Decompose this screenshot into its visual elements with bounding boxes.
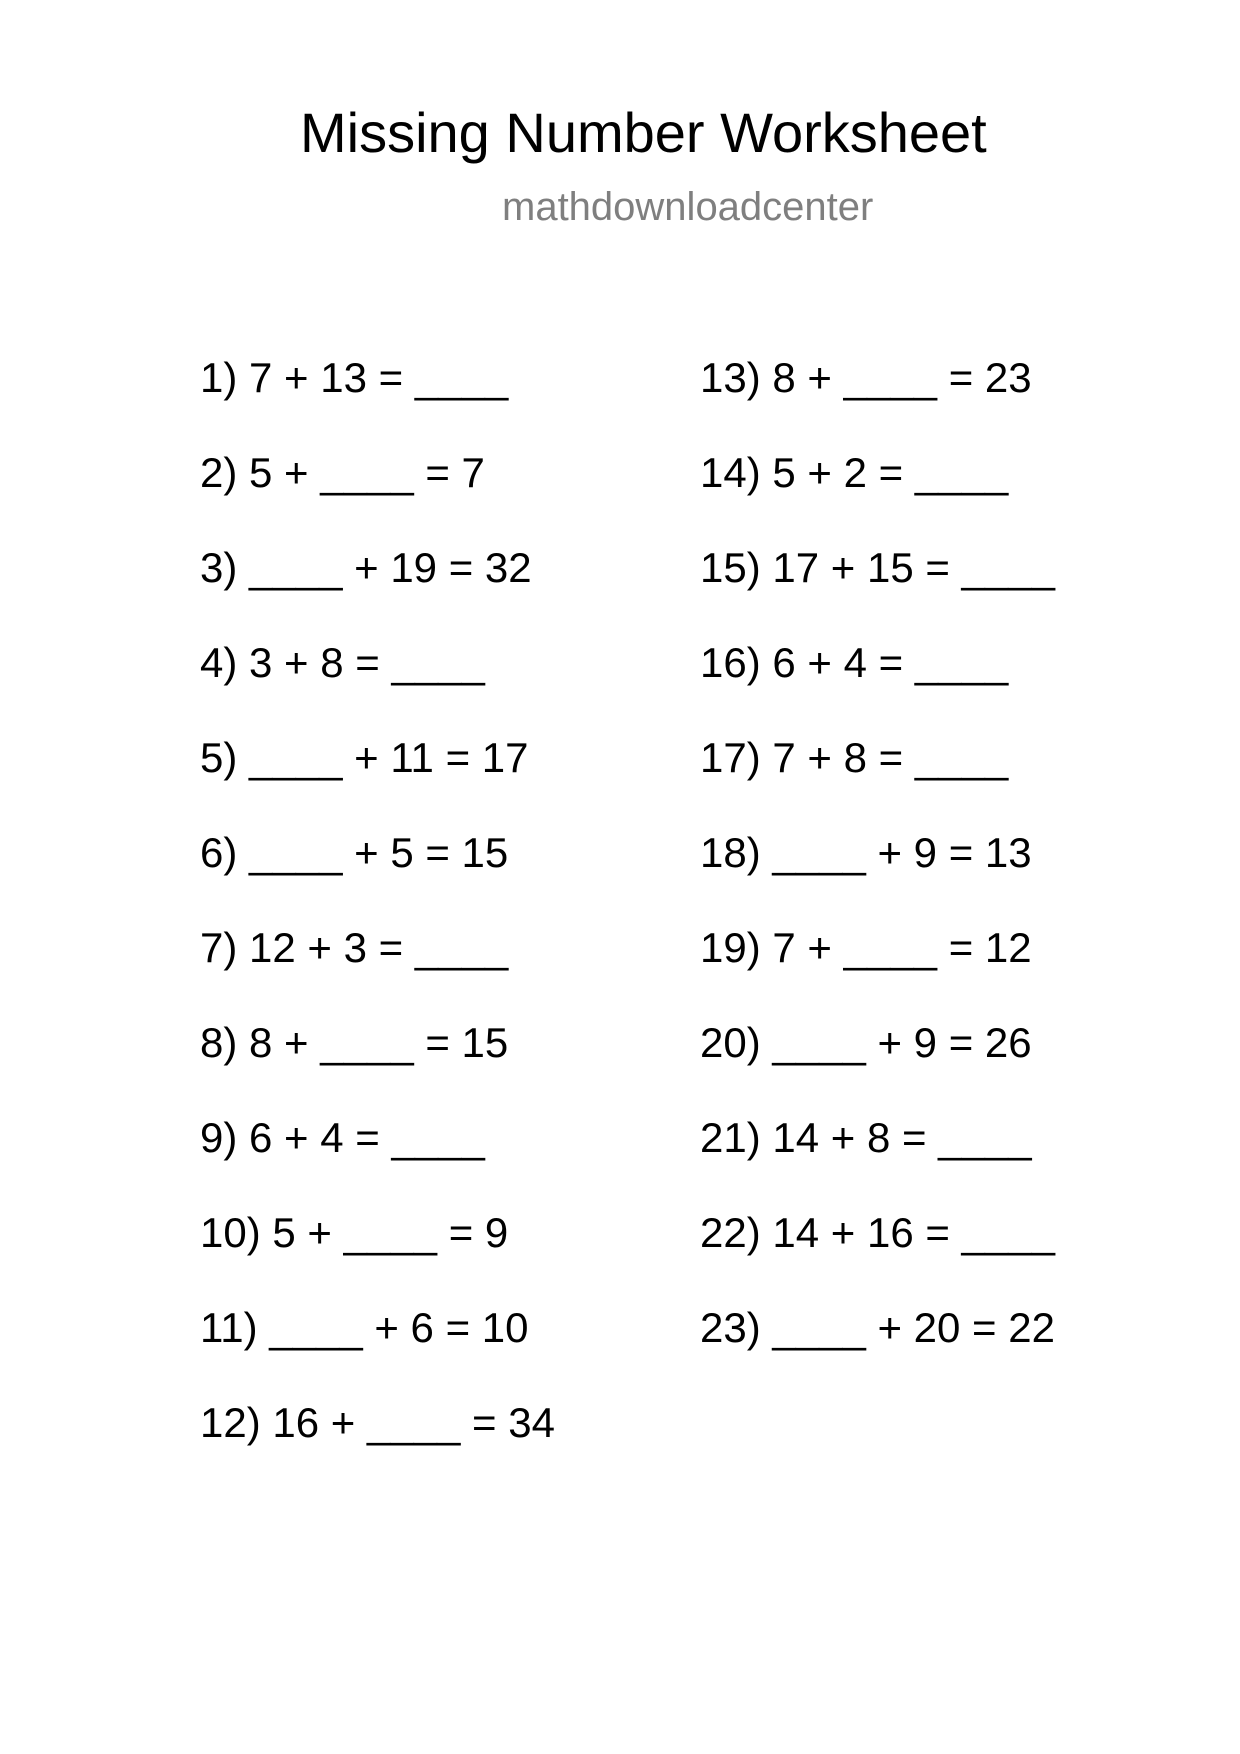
problem-6: 6) ____ + 5 = 15 — [200, 829, 509, 876]
problem-20: 20) ____ + 9 = 26 — [700, 1019, 1032, 1066]
problem-18: 18) ____ + 9 = 13 — [700, 829, 1032, 876]
problem-5: 5) ____ + 11 = 17 — [200, 734, 529, 781]
problem-19: 19) 7 + ____ = 12 — [700, 924, 1032, 971]
worksheet-title-text: Missing Number Worksheet — [300, 101, 987, 164]
problem-14: 14) 5 + 2 = ____ — [700, 449, 1009, 496]
problem-3: 3) ____ + 19 = 32 — [200, 544, 532, 591]
problem-16: 16) 6 + 4 = ____ — [700, 639, 1009, 686]
problem-17: 17) 7 + 8 = ____ — [700, 734, 1009, 781]
problem-8: 8) 8 + ____ = 15 — [200, 1019, 509, 1066]
problem-9: 9) 6 + 4 = ____ — [200, 1114, 485, 1161]
problem-23: 23) ____ + 20 = 22 — [700, 1304, 1055, 1351]
problem-11: 11) ____ + 6 = 10 — [200, 1304, 529, 1351]
problem-4: 4) 3 + 8 = ____ — [200, 639, 485, 686]
worksheet-title — [0, 98, 1240, 168]
problem-21: 21) 14 + 8 = ____ — [700, 1114, 1032, 1161]
problem-22: 22) 14 + 16 = ____ — [700, 1209, 1055, 1256]
problem-column-left — [200, 348, 555, 1488]
problem-column-right — [700, 348, 1055, 1393]
problem-10: 10) 5 + ____ = 9 — [200, 1209, 509, 1256]
problem-12: 12) 16 + ____ = 34 — [200, 1399, 555, 1446]
worksheet-source: mathdownloadcenter — [502, 185, 874, 229]
problem-1: 1) 7 + 13 = ____ — [200, 354, 509, 401]
problem-7: 7) 12 + 3 = ____ — [200, 924, 509, 971]
problem-2: 2) 5 + ____ = 7 — [200, 449, 485, 496]
problem-15: 15) 17 + 15 = ____ — [700, 544, 1055, 591]
problem-13: 13) 8 + ____ = 23 — [700, 354, 1032, 401]
